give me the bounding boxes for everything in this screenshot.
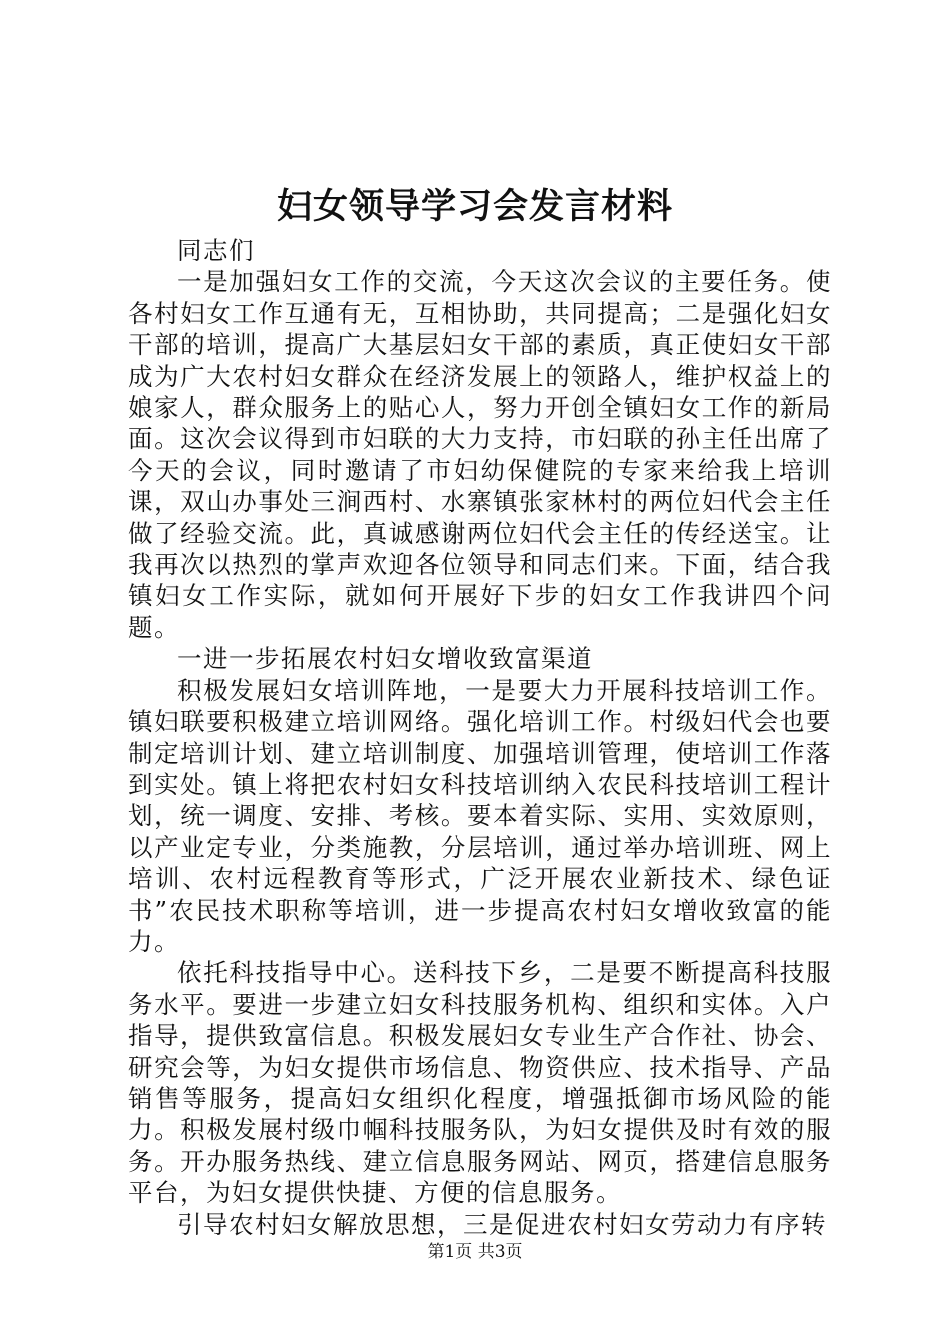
- paragraph: 依托科技指导中心。送科技下乡，二是要不断提高科技服务水平。要进一步建立妇女科技服务机构、组织和实体。入户指导，提供致富信息。积极发展妇女专业生产合作社、协会、研究会等，为妇女提供市场信息、物资供应、技术指导、产品销售等服务，提高妇女组织化程度，增强抵御市场风险的能力。积极发展村级巾帼科技服务队，为妇女提供及时有效的服务。开办服务热线、建立信息服务网站、网页，搭建信息服务平台，为妇女提供快捷、方便的信息服务。: [128, 958, 832, 1208]
- paragraph: 一是加强妇女工作的交流，今天这次会议的主要任务。使各村妇女工作互通有无，互相协助，共同提高；二是强化妇女干部的培训，提高广大基层妇女干部的素质，真正使妇女干部成为广大农村妇女群众在经济发展上的领路人，维护权益上的娘家人，群众服务上的贴心人，努力开创全镇妇女工作的新局面。这次会议得到市妇联的大力支持，市妇联的孙主任出席了今天的会议，同时邀请了市妇幼保健院的专家来给我上培训课，双山办事处三涧西村、水寨镇张家林村的两位妇代会主任做了经验交流。此，真诚感谢两位妇代会主任的传经送宝。让我再次以热烈的掌声欢迎各位领导和同志们来。下面，结合我镇妇女工作实际，就如何开展好下步的妇女工作我讲四个问题。: [128, 267, 832, 642]
- paragraph: 引导农村妇女解放思想，三是促进农村妇女劳动力有序转: [177, 1209, 827, 1239]
- paragraph: 积极发展妇女培训阵地，一是要大力开展科技培训工作。镇妇联要积极建立培训网络。强化培训工作。村级妇代会也要制定培训计划、建立培训制度、加强培训管理，使培训工作落到实处。镇上将把农村妇女科技培训纳入农民科技培训工程计划，统一调度、安排、考核。要本着实际、实用、实效原则，以产业定专业，分类施教，分层培训，通过举办培训班、网上培训、农村远程教育等形式，广泛开展农业新技术、绿色证书”农民技术职称等培训，进一步提高农村妇女增收致富的能力。: [128, 675, 832, 956]
- section-heading: 一进一步拓展农村妇女增收致富渠道: [177, 644, 593, 674]
- document-title: 妇女领导学习会发言材料: [276, 186, 673, 227]
- page-number-footer: 第1页 共3页: [427, 1242, 523, 1262]
- document-body: [128, 235, 832, 1240]
- salutation: 同志们: [177, 236, 255, 265]
